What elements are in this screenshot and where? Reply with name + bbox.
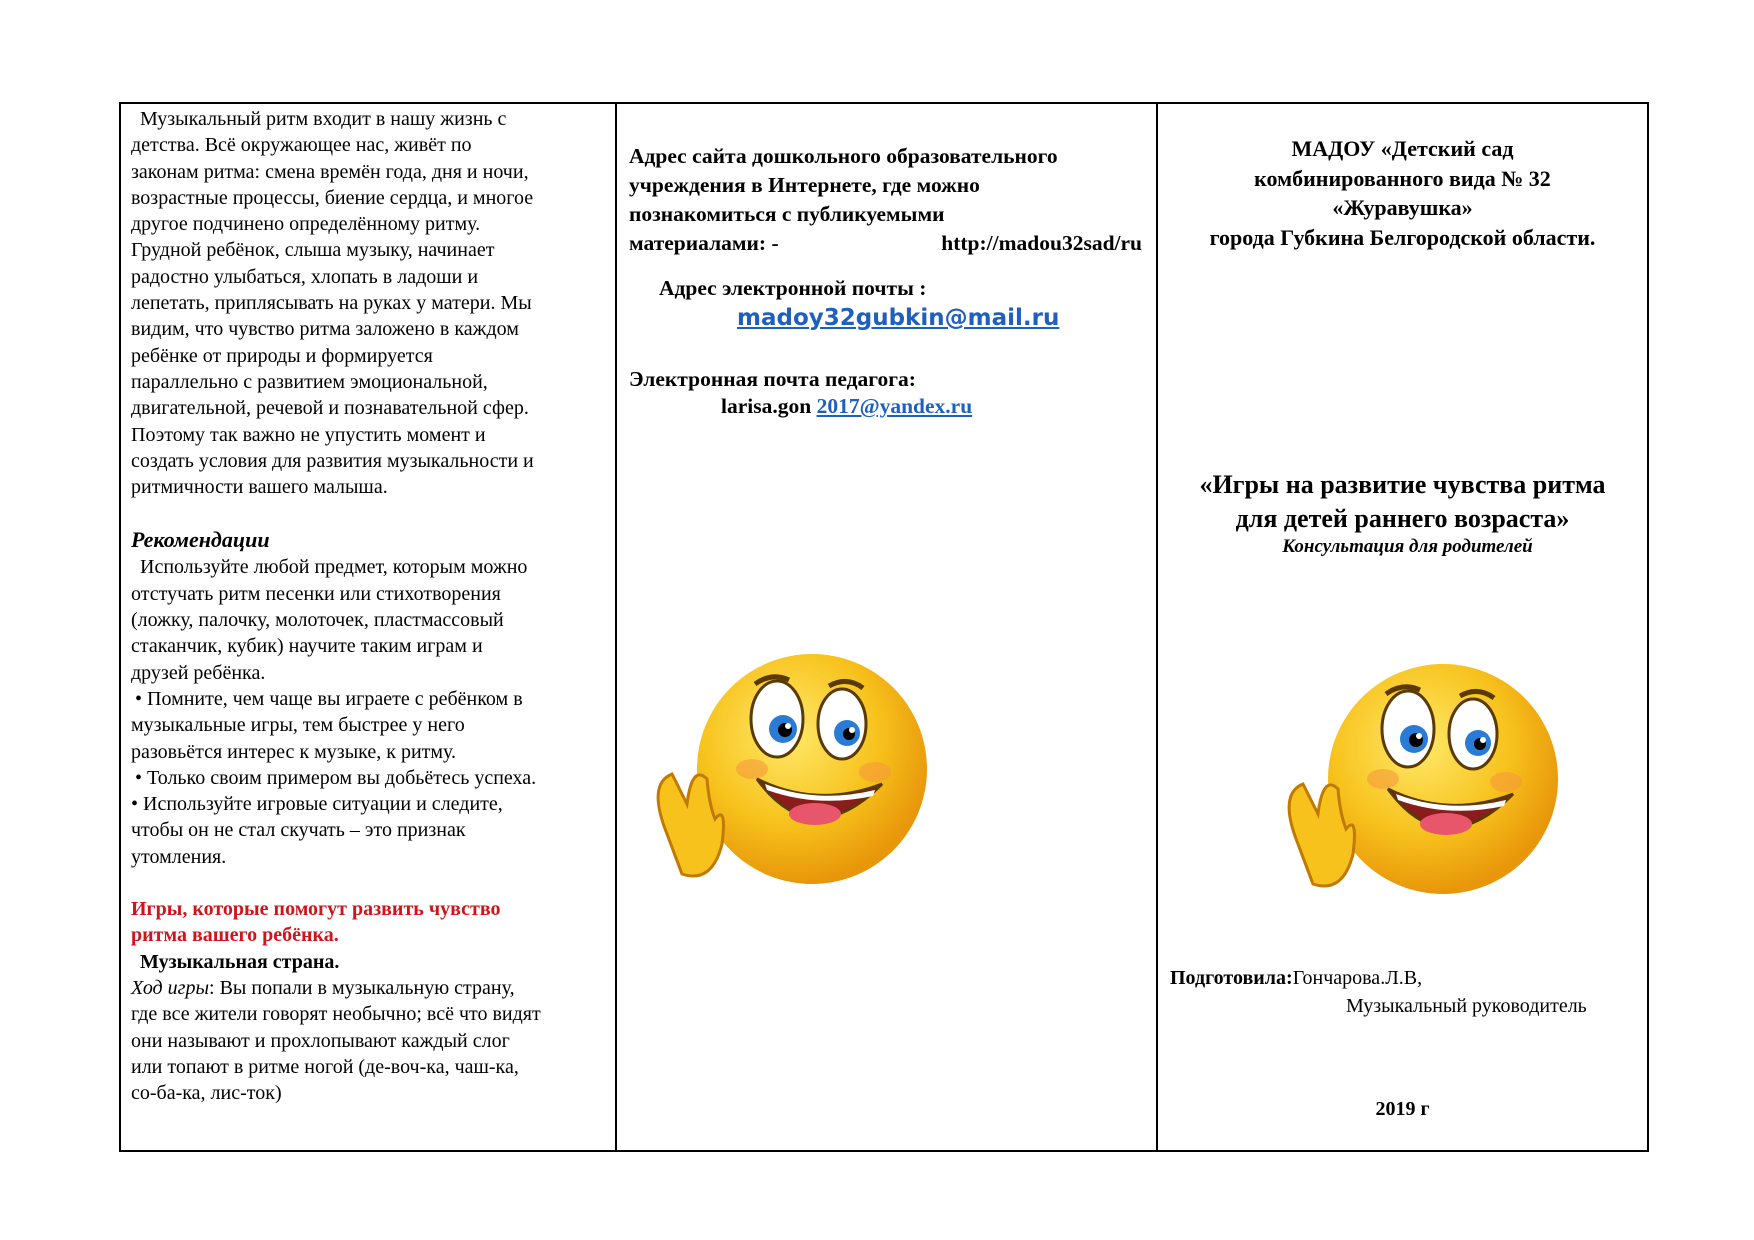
games-heading-line: Игры, которые помогут развить чувство	[131, 898, 501, 921]
recommendation-line: утомления.	[131, 845, 227, 868]
recommendation-line: (ложку, палочку, молоточек, пластмассовый	[131, 609, 504, 632]
email-title: Адрес электронной почты :	[659, 276, 927, 300]
recommendation-line: чтобы он не стал скучать – это признак	[131, 819, 466, 842]
column-info	[121, 104, 617, 1150]
intro-line: другое подчинено определённому ритму.	[131, 213, 481, 236]
brochure-title	[1168, 468, 1637, 536]
game-description-first	[131, 975, 605, 1001]
intro-line: детства. Всё окружающее нас, живёт по	[131, 134, 472, 157]
intro-line: законам ритма: смена времён года, дня и ночи,	[131, 160, 529, 183]
column-cover	[1158, 104, 1647, 1150]
recommendations-title: Рекомендации	[131, 527, 270, 553]
games-heading-line: ритма вашего ребёнка.	[131, 924, 339, 947]
game-line: или топают в ритме ногой (де-воч-ка, чаш-ка,	[131, 1055, 519, 1078]
title-line: «Игры на развитие чувства ритма	[1199, 470, 1606, 499]
recommendation-line: отстучать ритм песенки или стихотворения	[131, 582, 501, 605]
intro-line: возрастные процессы, биение сердца, и многое	[131, 186, 534, 209]
smiley-emoji-icon	[637, 644, 967, 914]
teacher-email	[629, 394, 1142, 419]
intro-line: ритмичности вашего малыша.	[131, 476, 388, 499]
teacher-email-prefix: larisa.gon	[721, 394, 817, 418]
site-label-line	[629, 229, 1142, 258]
org-line: города Губкина Белгородской области.	[1209, 224, 1596, 250]
intro-line: лепетать, приплясывать на руках у матери. Мы	[131, 292, 532, 315]
intro-line: радостно улыбаться, хлопать в ладоши и	[131, 265, 479, 288]
brochure-page	[119, 102, 1649, 1152]
email-link[interactable]: madoy32gubkin@mail.ru	[737, 305, 1060, 331]
intro-line: Музыкальный ритм входит в нашу жизнь с	[140, 108, 507, 130]
org-line: комбинированного вида № 32	[1254, 165, 1551, 191]
org-line: МАДОУ «Детский сад	[1291, 136, 1514, 161]
intro-line: двигательной, речевой и познавательной сфер.	[131, 397, 529, 420]
games-heading	[131, 896, 605, 949]
recommendation-line: разовьётся интерес к музыке, к ритму.	[131, 740, 457, 763]
intro-line: параллельно с развитием эмоциональной,	[131, 370, 488, 393]
intro-line: Грудной ребёнок, слыша музыку, начинает	[131, 239, 495, 262]
recommendation-line: • Используйте игровые ситуации и следите,	[131, 793, 503, 816]
site-url[interactable]: http://madou32sad/ru	[941, 231, 1142, 255]
smiley-emoji-icon	[1248, 654, 1578, 924]
site-line: познакомиться с публикуемыми	[629, 202, 945, 226]
recommendation-line: • Только своим примером вы добьётесь успеха.	[135, 766, 537, 789]
title-line: для детей раннего возраста»	[1235, 504, 1570, 533]
prepared-role: Музыкальный руководитель	[1346, 995, 1587, 1017]
site-line: учреждения в Интернете, где можно	[629, 173, 980, 197]
intro-line: видим, что чувство ритма заложено в каждом	[131, 318, 519, 341]
teacher-email-link[interactable]: 2017@yandex.ru	[816, 394, 973, 418]
site-label: материалами: -	[629, 231, 779, 255]
org-line: «Журавушка»	[1332, 195, 1473, 220]
game-line: со-ба-ка, лис-ток)	[131, 1082, 282, 1105]
recommendation-line: • Помните, чем чаще вы играете с ребёнком в	[135, 687, 523, 710]
recommendation-line: друзей ребёнка.	[131, 661, 266, 684]
brochure-subtitle: Консультация для родителей	[1282, 536, 1533, 557]
teacher-email-title: Электронная почта педагога:	[629, 367, 916, 391]
recommendation-line: стаканчик, кубик) научите таким играм и	[131, 635, 483, 658]
game-title: Музыкальная страна.	[140, 950, 340, 973]
recommendation-line: Используйте любой предмет, которым можно	[140, 556, 528, 579]
year: 2019 г	[1375, 1098, 1430, 1120]
organization-name	[1168, 134, 1637, 252]
column-contacts	[617, 104, 1158, 1150]
recommendation-line: музыкальные игры, тем быстрее у него	[131, 714, 465, 737]
site-address	[629, 142, 1142, 258]
prepared-name: Гончарова.Л.В,	[1292, 967, 1423, 989]
intro-line: создать условия для развития музыкальности и	[131, 449, 534, 472]
game-line: где все жители говорят необычно; всё что видят	[131, 1003, 541, 1026]
intro-line: Поэтому так важно не упустить момент и	[131, 423, 486, 446]
game-line: они называют и прохлопывают каждый слог	[131, 1029, 510, 1052]
intro-line: ребёнке от природы и формируется	[131, 344, 433, 367]
prepared-label: Подготовила:	[1170, 967, 1293, 989]
game-label: Ход игры	[131, 976, 210, 999]
site-line: Адрес сайта дошкольного образовательного	[629, 144, 1058, 168]
prepared-by	[1170, 964, 1587, 1020]
game-text-first: : Вы попали в музыкальную страну,	[209, 976, 515, 999]
